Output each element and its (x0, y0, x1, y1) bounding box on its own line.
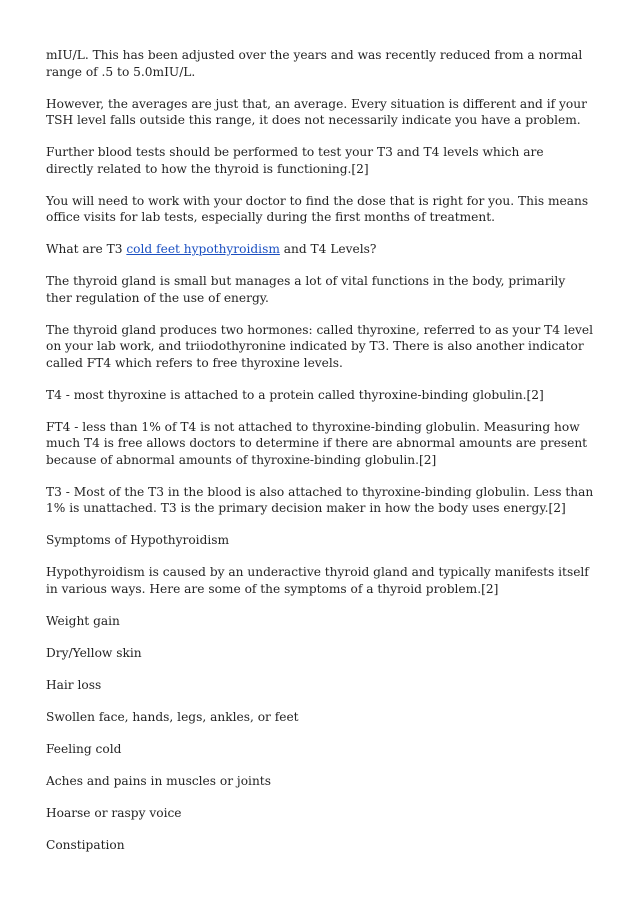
paragraph-tsh-range: mIU/L. This has been adjusted over the years and was recently reduced from a normal range of .5 to 5.0mIU/L. (46, 48, 583, 79)
paragraph-t3: T3 - Most of the T3 in the blood is also attached to thyroxine-binding globulin. Less than 1% is unattached. T3 is the primary decision maker in how the body uses energy.[2] (46, 484, 594, 515)
document-page (46, 47, 594, 869)
symptom-item: Dry/Yellow skin (46, 645, 142, 660)
paragraph-averages: However, the averages are just that, an average. Every situation is different and if your TSH level falls outside this range, it does not necessarily indicate you have a problem. (46, 96, 587, 127)
paragraph-further-tests: Further blood tests should be performed to test your T3 and T4 levels which are directly related to how the thyroid is functioning.[2] (46, 145, 544, 176)
paragraph-two-hormones: The thyroid gland produces two hormones: called thyroxine, referred to as your T4 level on your lab work, and triiodothyronine indicated by T3. There is also another indicator called FT4 which refers to free thyroxine levels. (46, 322, 594, 370)
heading-text-before: What are T3 (46, 242, 127, 256)
symptom-item: Weight gain (46, 613, 120, 628)
heading-symptoms: Symptoms of Hypothyroidism (46, 533, 230, 547)
symptom-item: Swollen face, hands, legs, ankles, or feet (46, 709, 299, 724)
symptom-item: Hair loss (46, 677, 102, 692)
paragraph-hypothyroidism-cause: Hypothyroidism is caused by an underactive thyroid gland and typically manifests itself in various ways. Here are some of the symptoms of a thyroid problem.[2] (46, 565, 589, 596)
heading-text-after: and T4 Levels? (279, 242, 377, 256)
paragraph-thyroid-gland: The thyroid gland is small but manages a lot of vital functions in the body, primarily ther regulation of the use of energy. (46, 274, 566, 305)
symptom-item: Feeling cold (46, 741, 122, 756)
paragraph-ft4: FT4 - less than 1% of T4 is not attached to thyroxine-binding globulin. Measuring how much T4 is free allows doctors to determine if there are abnormal amounts are present because of abnormal amounts of thyroxine-binding globulin.[2] (46, 419, 588, 467)
heading-t3-t4-levels (46, 241, 594, 258)
cold-feet-hypothyroidism-link[interactable]: cold feet hypothyroidism (126, 242, 280, 256)
symptom-item: Constipation (46, 837, 125, 852)
symptom-item: Aches and pains in muscles or joints (46, 773, 271, 788)
symptom-item: Hoarse or raspy voice (46, 805, 182, 820)
paragraph-t4: T4 - most thyroxine is attached to a protein called thyroxine-binding globulin.[2] (46, 387, 544, 402)
paragraph-doctor-dose: You will need to work with your doctor to find the dose that is right for you. This means office visits for lab tests, especially during the first months of treatment. (46, 193, 589, 224)
